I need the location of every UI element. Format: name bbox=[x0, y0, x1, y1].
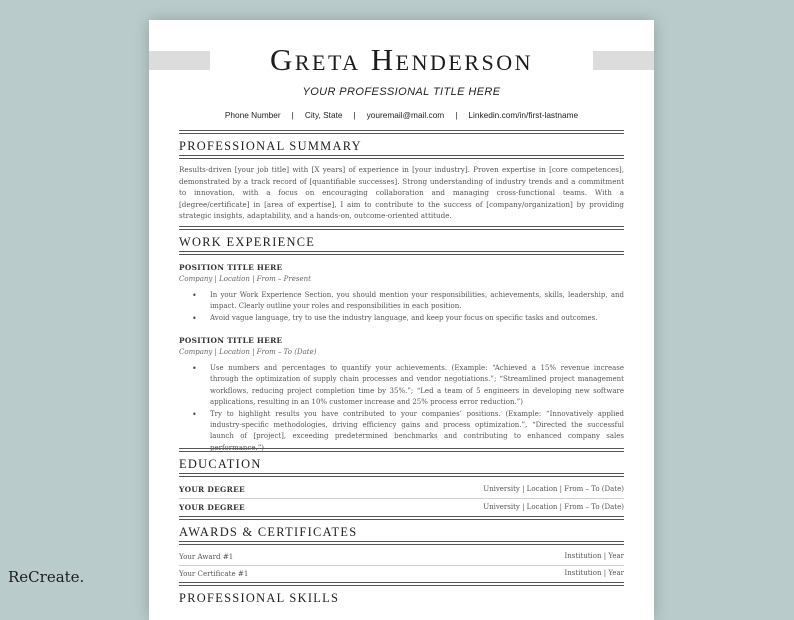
section-heading-awards bbox=[179, 516, 624, 547]
summary-text: Results-driven [your job title] with [X years] of experience in [your industry]. Proven expertise in [core competences], demonstrated by a track record of [quantifiable successes]. Strong understanding of industry trends and a commitment to innovation, with a focus on encouraging collaboration and managing cross-functional teams. With a [degree/certificate] in [area of expertise], I aim to contribute to the success of [company/organization] by providing strategic insights, adaptability, and a hands-on, outcome-oriented attitude. bbox=[179, 165, 624, 221]
section-heading-skills bbox=[179, 582, 624, 607]
row-divider bbox=[179, 498, 624, 499]
award-details: Institution | Year bbox=[564, 552, 624, 560]
contact-email: youremail@mail.com bbox=[366, 110, 445, 120]
bullet-item: • In your Work Experience Section, you should mention your responsibilities, achievements, skills, leadership, and impact. Clearly outline your roles and responsibilities in each position. bbox=[192, 290, 624, 313]
degree-name: YOUR DEGREE bbox=[179, 502, 245, 512]
contact-separator: | bbox=[455, 110, 458, 120]
section-heading-experience bbox=[179, 226, 624, 257]
section-title: PROFESSIONAL SKILLS bbox=[179, 591, 340, 605]
section-title: EDUCATION bbox=[179, 457, 262, 471]
certificate-name: Your Certificate #1 bbox=[179, 568, 249, 578]
row-divider bbox=[179, 565, 624, 566]
professional-title: YOUR PROFESSIONAL TITLE HERE bbox=[302, 86, 501, 98]
section-title: PROFESSIONAL SUMMARY bbox=[179, 139, 362, 153]
bullet-item: • Avoid vague language, try to use the industry language, and keep your focus on specific tasks and outcomes. bbox=[192, 313, 624, 324]
resume-page bbox=[149, 20, 654, 620]
section-heading-summary bbox=[179, 130, 624, 161]
contact-phone: Phone Number bbox=[224, 110, 281, 120]
certificate-details: Institution | Year bbox=[564, 569, 624, 577]
section-heading-education bbox=[179, 448, 624, 479]
brand-logo-text: ReCreate. bbox=[8, 568, 85, 586]
contact-linkedin: Linkedin.com/in/first-lastname bbox=[468, 110, 579, 120]
position-bullets bbox=[192, 290, 624, 324]
degree-details: University | Location | From – To (Date) bbox=[483, 485, 624, 493]
contact-line bbox=[149, 110, 654, 120]
section-title: WORK EXPERIENCE bbox=[179, 235, 316, 249]
section-title: AWARDS & CERTIFICATES bbox=[179, 525, 358, 539]
bullet-item: • Use numbers and percentages to quantify your achievements. (Example: “Achieved a 15% revenue increase through the optimization of supply chain processes and vendor negotiations.”; “Streamlined project management workflows, reducing project completion time by 35%.”; “Led a team of 5 engineers in developing new software applications, resulting in an 10% customer increase and 25% process error reduction.”) bbox=[192, 363, 624, 409]
position-title: POSITION TITLE HERE bbox=[179, 263, 283, 272]
position-bullets bbox=[192, 363, 624, 454]
award-row bbox=[179, 567, 624, 579]
position-meta: Company | Location | From – Present bbox=[179, 275, 311, 283]
award-name: Your Award #1 bbox=[179, 551, 234, 561]
contact-location: City, State bbox=[304, 110, 343, 120]
position-meta: Company | Location | From – To (Date) bbox=[179, 348, 317, 356]
degree-name: YOUR DEGREE bbox=[179, 484, 245, 494]
contact-separator: | bbox=[291, 110, 294, 120]
award-row bbox=[179, 550, 624, 562]
education-row bbox=[179, 501, 624, 513]
contact-separator: | bbox=[353, 110, 356, 120]
education-row bbox=[179, 483, 624, 495]
bullet-item: • Try to highlight results you have contributed to your companies’ positions. (Example: “Innovatively applied industry-specific methodologies, driving efficiency gains and process optimization.”, “Directed the successful launch of [project], exceeding predetermined benchmarks and contributing to enhanced company sales bbox=[192, 409, 624, 455]
position-title: POSITION TITLE HERE bbox=[179, 336, 283, 345]
resume-name: Greta Henderson bbox=[269, 42, 534, 77]
degree-details: University | Location | From – To (Date) bbox=[483, 503, 624, 511]
